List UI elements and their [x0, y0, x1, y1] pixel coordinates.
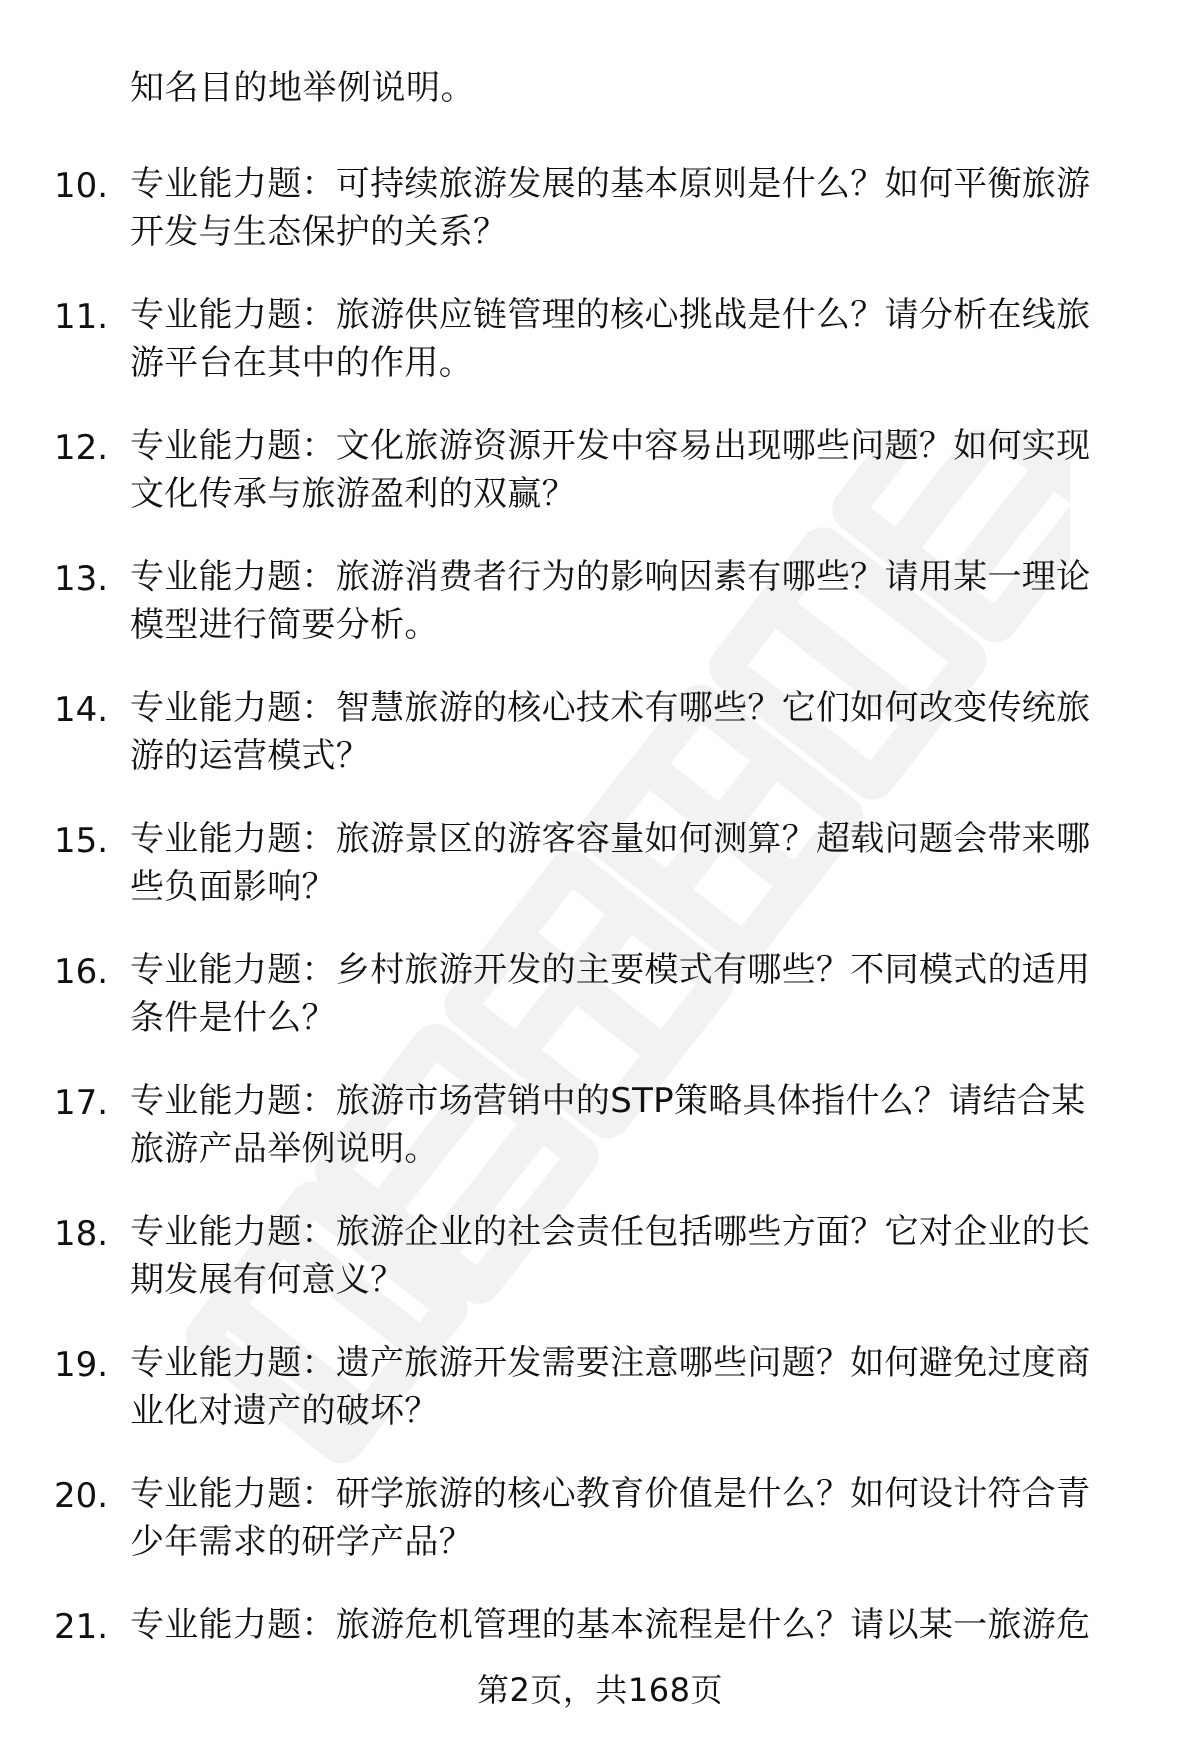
- question-text-line: 专业能力题：遗产旅游开发需要注意哪些问题？如何避免过度商: [130, 1343, 1091, 1383]
- question-item: [0, 293, 1200, 383]
- question-item: [0, 1079, 1200, 1169]
- question-text-line: 开发与生态保护的关系？: [130, 212, 508, 252]
- question-text-line: 专业能力题：乡村旅游开发的主要模式有哪些？不同模式的适用: [130, 950, 1091, 990]
- question-number: 17.: [54, 1083, 109, 1123]
- question-number: 10.: [54, 166, 109, 206]
- question-text-line: 专业能力题：旅游消费者行为的影响因素有哪些？请用某一理论: [130, 557, 1091, 597]
- question-text-line: 游平台在其中的作用。: [130, 343, 473, 383]
- question-list: [0, 64, 1200, 1734]
- question-text-line: 条件是什么？: [130, 998, 336, 1038]
- question-item: [0, 555, 1200, 645]
- question-item: [0, 1210, 1200, 1300]
- question-text-line: 些负面影响？: [130, 867, 336, 907]
- question-number: 16.: [54, 952, 109, 992]
- question-text-line: 文化传承与旅游盈利的双赢？: [130, 474, 576, 514]
- question-number: 13.: [54, 559, 109, 599]
- page-footer: 第2页，共168页: [477, 1671, 723, 1709]
- question-number: 20.: [54, 1476, 109, 1516]
- question-item: [0, 424, 1200, 514]
- question-item: [0, 1472, 1200, 1562]
- question-item: [0, 817, 1200, 907]
- question-number: 12.: [54, 428, 109, 468]
- question-number: 19.: [54, 1345, 109, 1385]
- question-item: [0, 1341, 1200, 1431]
- question-number: 11.: [54, 297, 109, 337]
- question-text-line: 专业能力题：旅游危机管理的基本流程是什么？请以某一旅游危: [130, 1605, 1091, 1645]
- question-text-line: 模型进行简要分析。: [130, 605, 439, 645]
- question-text-line: 业化对遗产的破坏？: [130, 1391, 439, 1431]
- question-text-line: 期发展有何意义？: [130, 1260, 405, 1300]
- question-item: [0, 948, 1200, 1038]
- question-number: 15.: [54, 821, 109, 861]
- question-text-line: 旅游产品举例说明。: [130, 1129, 439, 1169]
- question-text-line: 专业能力题：旅游景区的游客容量如何测算？超载问题会带来哪: [130, 819, 1091, 859]
- continued-text: 知名目的地举例说明。: [130, 68, 475, 108]
- question-text-line: 专业能力题：研学旅游的核心教育价值是什么？如何设计符合青: [130, 1474, 1091, 1514]
- question-number: 21.: [54, 1607, 109, 1647]
- question-item: [0, 162, 1200, 252]
- question-text-line: 游的运营模式？: [130, 736, 371, 776]
- question-text-line: 专业能力题：文化旅游资源开发中容易出现哪些问题？如何实现: [130, 426, 1091, 466]
- question-text-line: 专业能力题：旅游企业的社会责任包括哪些方面？它对企业的长: [130, 1212, 1091, 1252]
- question-text-line: 专业能力题：旅游供应链管理的核心挑战是什么？请分析在线旅: [130, 295, 1091, 335]
- question-text-line: 专业能力题：旅游市场营销中的STP策略具体指什么？请结合某: [130, 1081, 1086, 1121]
- question-text-line: 少年需求的研学产品？: [130, 1522, 473, 1562]
- question-text-line: 专业能力题：智慧旅游的核心技术有哪些？它们如何改变传统旅: [130, 688, 1091, 728]
- question-item: [0, 686, 1200, 776]
- question-number: 18.: [54, 1214, 109, 1254]
- question-text-line: 专业能力题：可持续旅游发展的基本原则是什么？如何平衡旅游: [130, 164, 1091, 204]
- question-number: 14.: [54, 690, 109, 730]
